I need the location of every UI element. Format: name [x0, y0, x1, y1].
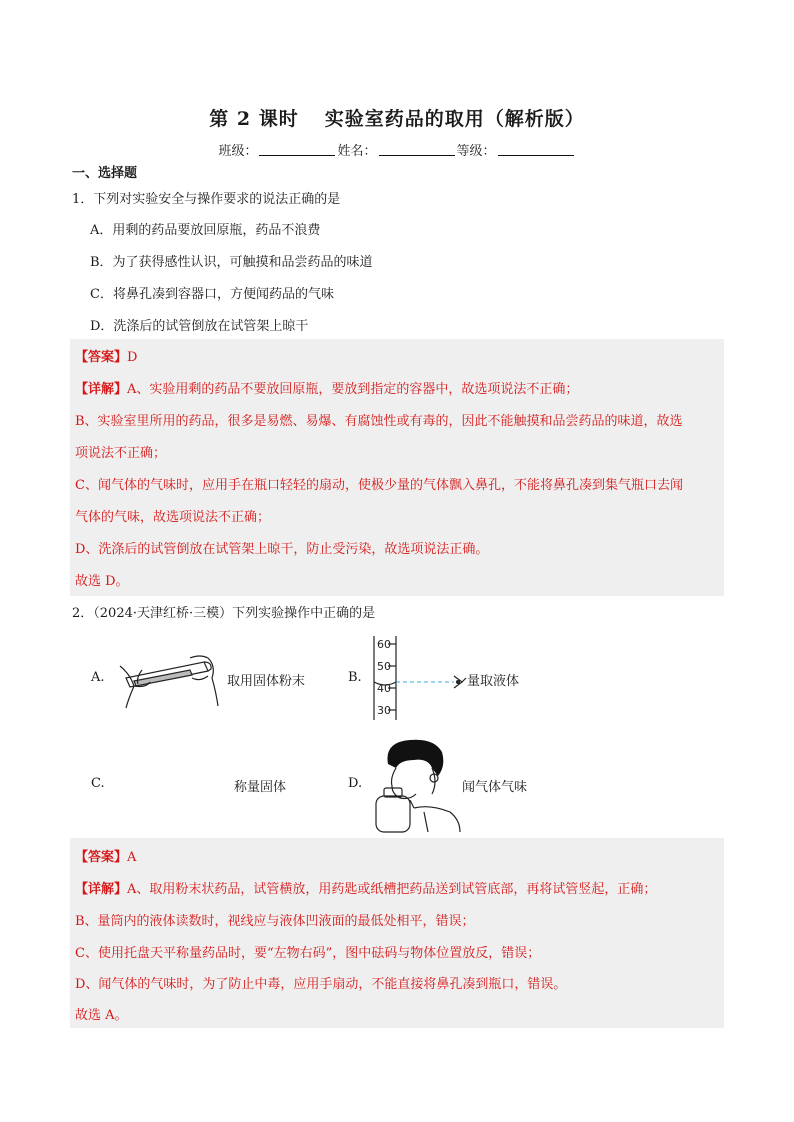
q2-option-d-caption: 闻气体气味 — [462, 780, 528, 795]
q2-answer-box — [70, 838, 724, 1028]
q1-option-d: D．洗涤后的试管倒放在试管架上晾干 — [90, 319, 309, 334]
q2-stem: 2．（2024·天津红桥·三模）下列实验操作中正确的是 — [72, 606, 376, 621]
q1-detail-line: 故选 D。 — [75, 574, 129, 589]
q1-detail-line: 【详解】A、实验用剩的药品不要放回原瓶，要放到指定的容器中，故选项说法不正确； — [75, 382, 579, 397]
lesson-title: 实验室药品的取用（解析版） — [324, 108, 585, 130]
q2-option-c-letter: C. — [91, 776, 105, 791]
q2-option-d-letter: D. — [348, 776, 363, 791]
student-info-line — [0, 140, 794, 159]
q1-option-c: C．将鼻孔凑到容器口，方便闻药品的气味 — [90, 287, 334, 302]
class-label: 班级： — [218, 144, 258, 159]
q2-detail-line: D、闻气体的气味时，为了防止中毒，应用手扇动，不能直接将鼻孔凑到瓶口，错误。 — [75, 977, 567, 992]
smelling-gas-illustration — [370, 738, 462, 832]
page-title — [0, 104, 794, 131]
q1-detail-line: 项说法不正确； — [75, 446, 167, 461]
q2-option-b-caption: 量取液体 — [467, 674, 520, 689]
q1-option-a: A．用剩的药品要放回原瓶，药品不浪费 — [90, 223, 321, 238]
q1-detail-line: C、闻气体的气味时，应用手在瓶口轻轻的扇动，使极少量的气体飘入鼻孔，不能将鼻孔凑到集气瓶口去闻 — [75, 478, 683, 493]
q1-option-b: B．为了获得感性认识，可触摸和品尝药品的味道 — [90, 255, 373, 270]
name-blank[interactable] — [379, 143, 455, 156]
cylinder-tick-label: 60 — [377, 638, 391, 651]
q1-detail-line: B、实验室里所用的药品，很多是易燃、易爆、有腐蚀性或有毒的，因此不能触摸和品尝药品的味道，故选 — [75, 414, 683, 429]
lesson-number: 第 2 课时 — [209, 108, 299, 130]
q1-detail-line: D、洗涤后的试管倒放在试管架上晾干，防止受污染，故选项说法正确。 — [75, 542, 489, 557]
q1-answer: 【答案】D — [75, 350, 138, 365]
q2-option-a-caption: 取用固体粉末 — [227, 674, 306, 689]
graduated-cylinder-illustration — [370, 636, 470, 720]
cylinder-tick-label: 40 — [377, 682, 391, 695]
test-tube-powder-illustration — [112, 648, 224, 710]
cylinder-tick-label: 30 — [377, 704, 391, 717]
q1-stem: 1．下列对实验安全与操作要求的说法正确的是 — [72, 192, 341, 207]
q2-answer: 【答案】A — [75, 850, 137, 865]
section-title: 一、选择题 — [72, 166, 138, 181]
q2-detail-line: 故选 A。 — [75, 1008, 128, 1023]
q2-option-b-letter: B. — [348, 670, 362, 685]
q1-detail-line: 气体的气味，故选项说法不正确； — [75, 510, 271, 525]
q2-detail-line: B、量筒内的液体读数时，视线应与液体凹液面的最低处相平，错误； — [75, 914, 475, 929]
q2-detail-line: 【详解】A、取用粉末状药品，试管横放，用药匙或纸槽把药品送到试管底部，再将试管竖起，正确； — [75, 882, 657, 897]
q2-detail-line: C、使用托盘天平称量药品时，要“左物右码”，图中砝码与物体位置放反，错误； — [75, 946, 541, 961]
name-label: 姓名： — [337, 144, 377, 159]
grade-label: 等级： — [456, 144, 496, 159]
q2-option-c-caption: 称量固体 — [234, 780, 287, 795]
q1-answer-box — [70, 339, 724, 596]
cylinder-tick-label: 50 — [377, 660, 391, 673]
class-blank[interactable] — [259, 143, 335, 156]
grade-blank[interactable] — [498, 143, 574, 156]
q2-option-a-letter: A. — [91, 670, 105, 685]
